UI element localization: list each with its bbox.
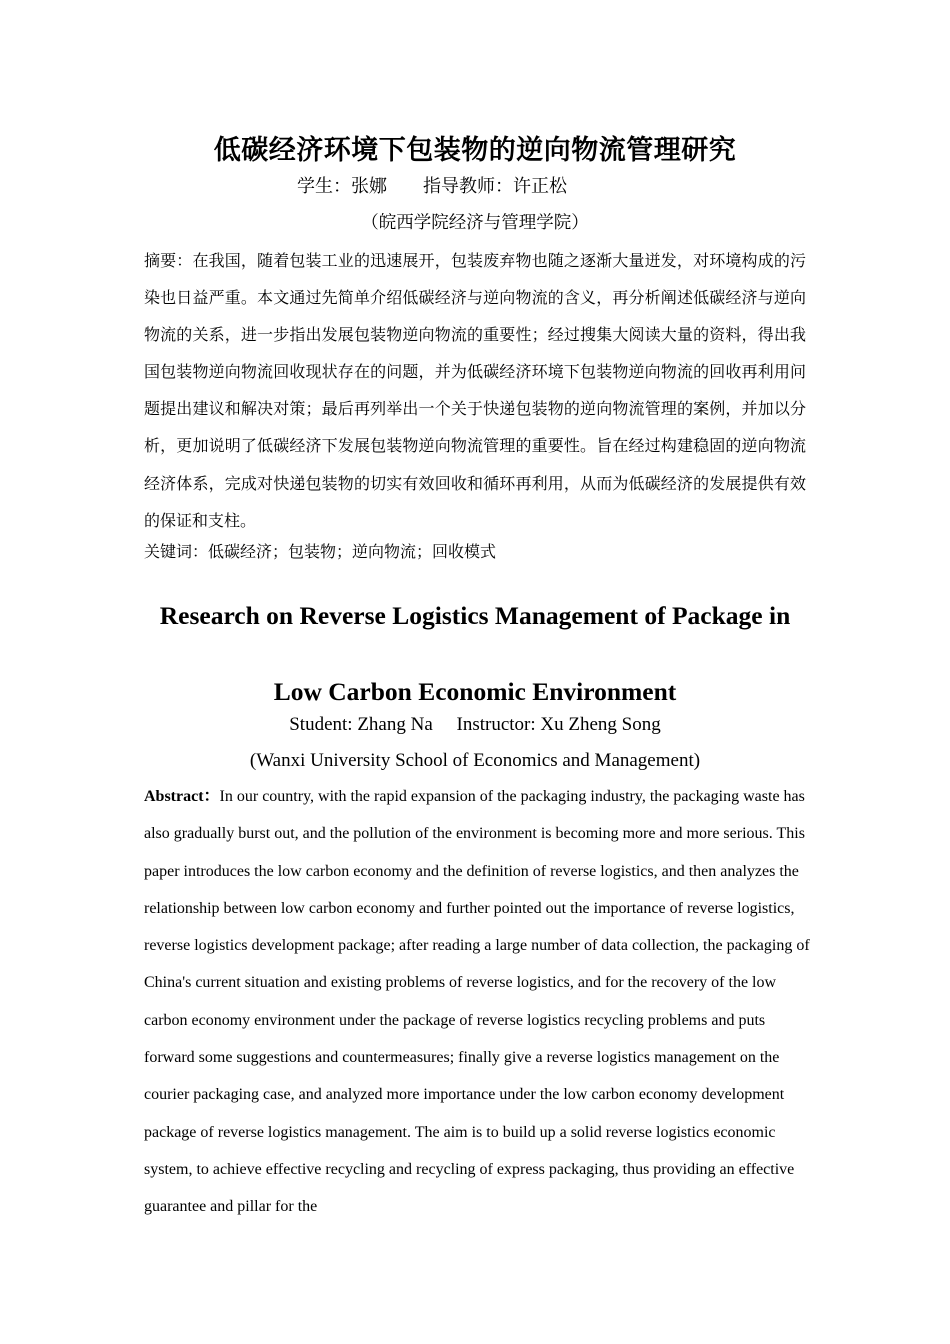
chinese-abstract-label: 摘要： bbox=[144, 251, 193, 270]
english-abstract-text: In our country, with the rapid expansion of the packaging industry, the packaging waste has also gradually burst out, and the pollution of the environment is becoming more and more serious. This paper introduces the low carbon economy and the definition of reverse logistics, and then analyzes the relationship between low carbon economy and further pointed out the importance of reverse logistics, reverse logistics development package; after reading a large number of data collection, the packaging of China's current situation and existing problems of reverse logistics, and for the recovery of the low carbon economy environment under the package of reverse logistics recycling problems and puts forward some suggestions and countermeasures; finally give a reverse logistics management on the courier packaging case, and analyzed more importance under the low carbon economy development package of reverse logistics management. The aim is to build up a solid reverse logistics economic system, to achieve effective recycling and recycling of express packaging, thus providing an effective guarantee and pillar for the bbox=[144, 788, 810, 1216]
english-title-line-2: Low Carbon Economic Environment bbox=[273, 677, 677, 706]
english-abstract bbox=[144, 778, 810, 1226]
chinese-keywords-text: 低碳经济；包装物；逆向物流；回收模式 bbox=[208, 542, 497, 561]
english-abstract-label: Abstract： bbox=[144, 788, 220, 805]
chinese-title: 低碳经济环境下包装物的逆向物流管理研究 bbox=[213, 135, 737, 166]
chinese-affiliation: （皖西学院经济与管理学院） bbox=[361, 213, 589, 233]
chinese-keywords bbox=[144, 539, 806, 565]
english-affiliation: (Wanxi University School of Economics and Management) bbox=[249, 750, 701, 771]
english-title bbox=[0, 578, 950, 730]
chinese-abstract-text: 在我国，随着包装工业的迅速展开，包装废弃物也随之逐渐大量迸发，对环境构成的污染也日益严重。本文通过先简单介绍低碳经济与逆向物流的含义，再分析阐述低碳经济与逆向物流的关系，进一步指出发展包装物逆向物流的重要性；经过搜集大阅读大量的资料，得出我国包装物逆向物流回收现状存在的问题，并为低碳经济环境下包装物逆向物流的回收再利用问题提出建议和解决对策；最后再列举出一个关于快递包装物的逆向物流管理的案例，并加以分析，更加说明了低碳经济下发展包装物逆向物流管理的重要性。旨在经过构建稳固的逆向物流经济体系，完成对快递包装物的切实有效回收和循环再利用，从而为低碳经济的发展提供有效的保证和支柱。 bbox=[144, 251, 806, 530]
english-authors: Student: Zhang Na Instructor: Xu Zheng Song bbox=[289, 714, 661, 735]
english-title-line-1: Research on Reverse Logistics Management of Package in bbox=[159, 601, 791, 630]
chinese-keywords-label: 关键词： bbox=[144, 542, 209, 561]
chinese-abstract bbox=[144, 242, 806, 539]
chinese-authors: 学生：张娜 指导教师：许正松 bbox=[297, 176, 567, 197]
